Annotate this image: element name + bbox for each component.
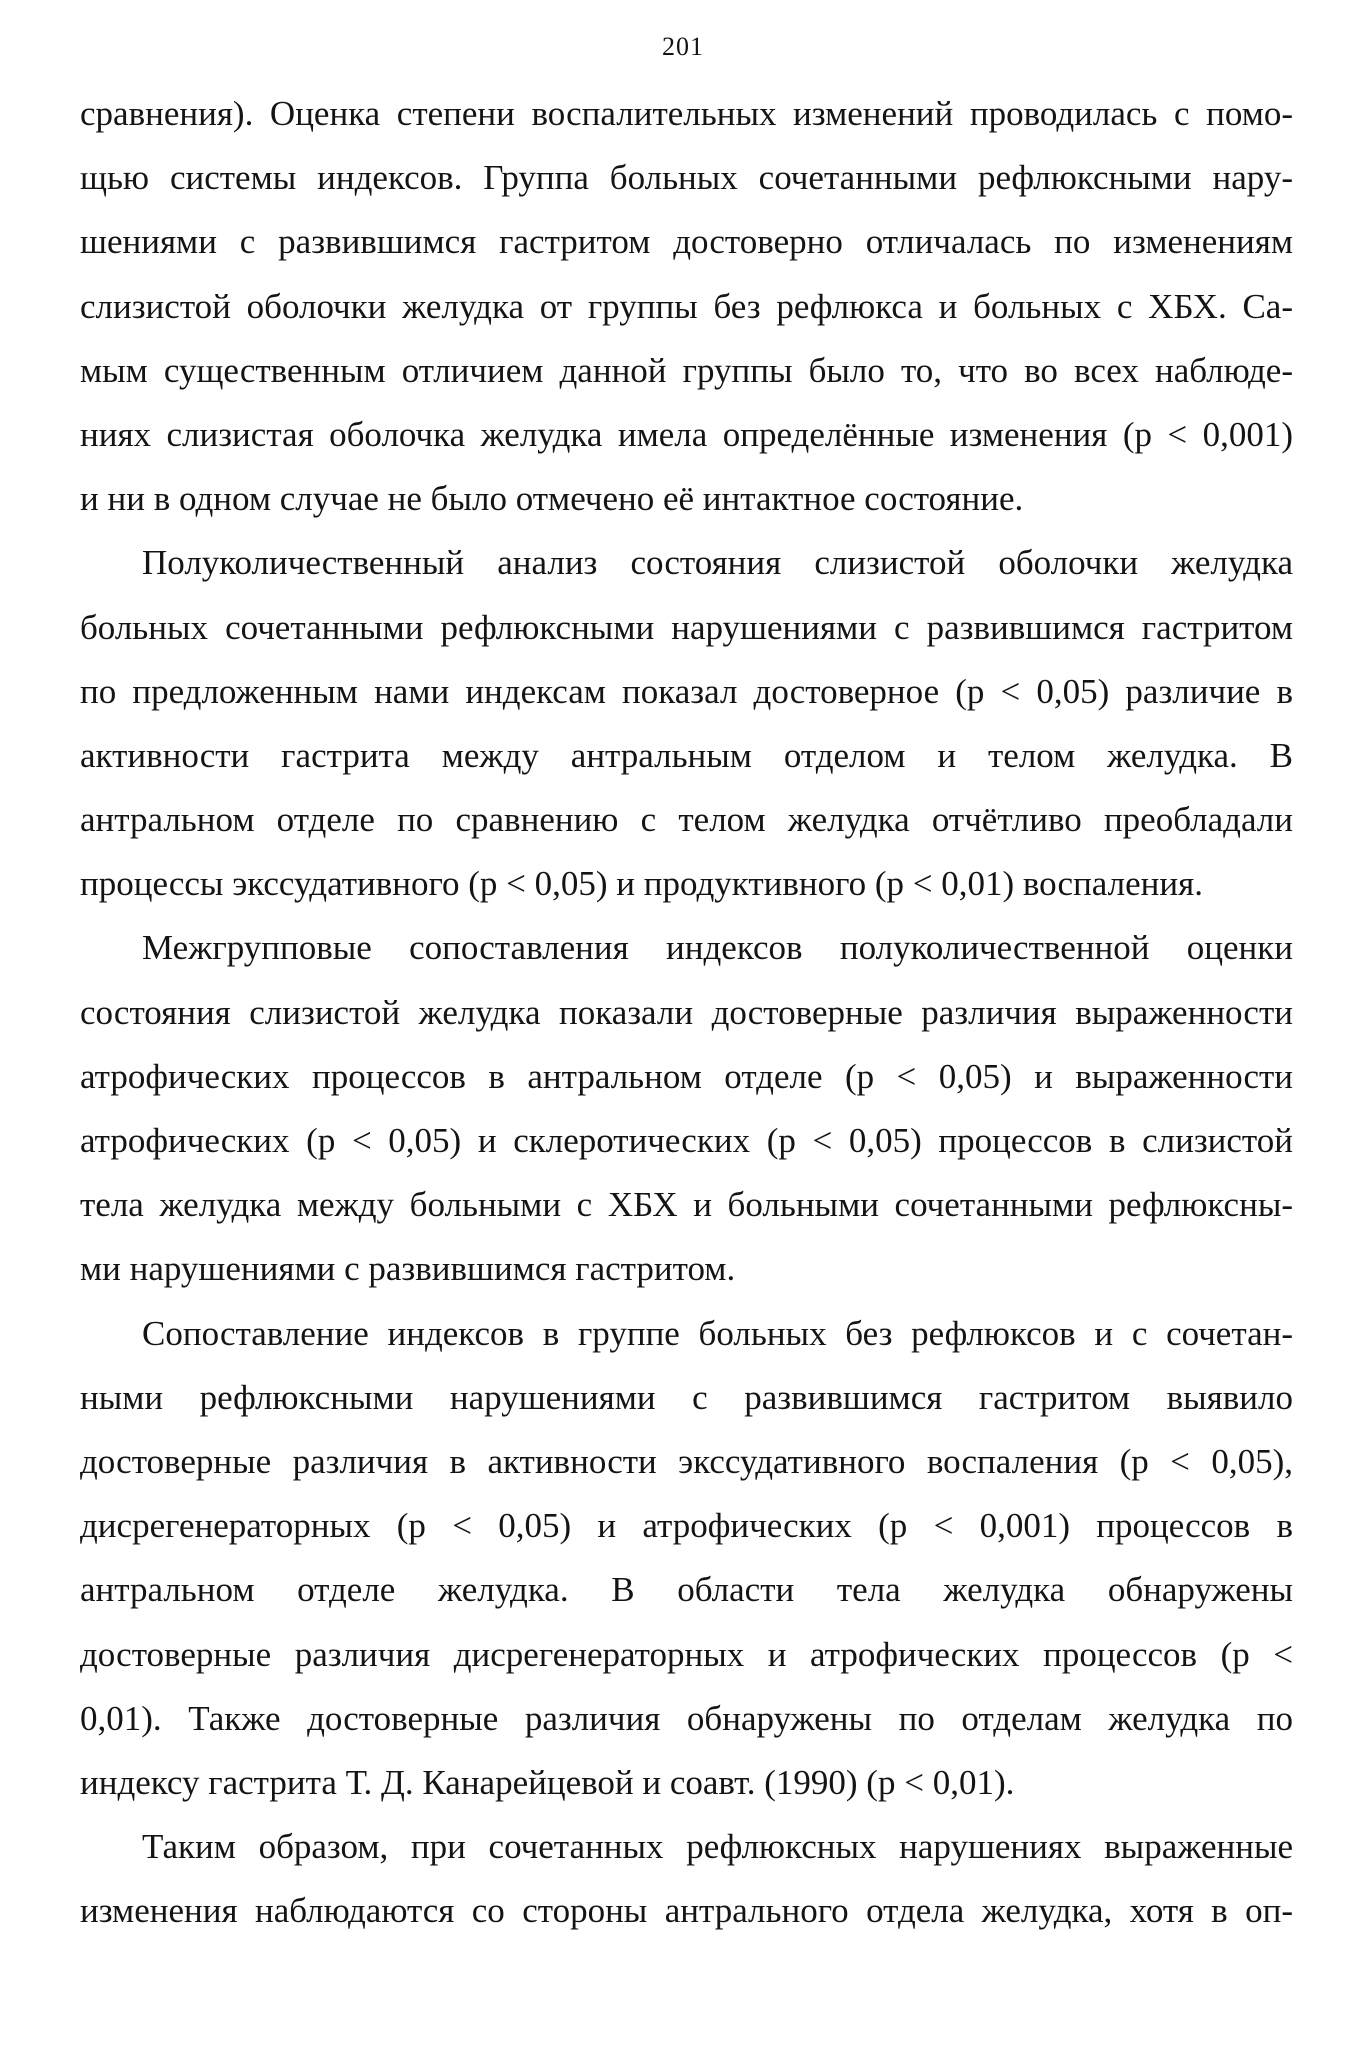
text-line: достоверные различия дисрегенераторных и атрофических процессов (р < [80, 1634, 1293, 1674]
text-line: и ни в одном случае не было отмечено её интактное состояние. [80, 479, 1024, 519]
body-text [80, 82, 1293, 1943]
text-line: сравнения). Оценка степени воспалительных изменений проводилась с помо- [80, 94, 1293, 133]
text-line: ми нарушениями с развившимся гастритом. [80, 1249, 736, 1289]
page-number: 201 [662, 32, 704, 61]
text-line: тела желудка между больными с ХБХ и больными сочетанными рефлюксны- [80, 1185, 1293, 1225]
text-line: достоверные различия в активности экссудативного воспаления (р < 0,05), [80, 1441, 1293, 1481]
text-line: состояния слизистой желудка показали достоверные различия выраженности [80, 992, 1293, 1032]
text-line: атрофических процессов в антральном отделе (р < 0,05) и выраженности [80, 1056, 1293, 1096]
text-line: по предложенным нами индексам показал достоверное (р < 0,05) различие в [80, 671, 1293, 711]
text-line: Полуколичественный анализ состояния слизистой оболочки желудка [142, 543, 1293, 583]
text-line: индексу гастрита Т. Д. Канарейцевой и соавт. (1990) (р < 0,01). [80, 1762, 1015, 1802]
text-line: ниях слизистая оболочка желудка имела определённые изменения (р < 0,001) [80, 414, 1293, 454]
text-line: 0,01). Также достоверные различия обнаружены по отделам желудка по [80, 1698, 1293, 1738]
text-line: дисрегенераторных (р < 0,05) и атрофических (р < 0,001) процессов в [80, 1506, 1293, 1546]
text-line: Сопоставление индексов в группе больных без рефлюксов и с сочетан- [142, 1313, 1293, 1353]
text-line: процессы экссудативного (р < 0,05) и продуктивного (р < 0,01) воспаления. [80, 864, 1203, 904]
text-line: шениями с развившимся гастритом достоверно отличалась по изменениям [80, 222, 1293, 262]
text-line: Межгрупповые сопоставления индексов полуколичественной оценки [142, 928, 1293, 968]
text-line: активности гастрита между антральным отделом и телом желудка. В [80, 735, 1293, 775]
text-line: слизистой оболочки желудка от группы без рефлюкса и больных с ХБХ. Са- [80, 286, 1293, 326]
text-line: антральном отделе желудка. В области тела желудка обнаружены [80, 1570, 1293, 1610]
text-line: Таким образом, при сочетанных рефлюксных нарушениях выраженные [142, 1827, 1293, 1867]
text-line: атрофических (р < 0,05) и склеротических (р < 0,05) процессов в слизистой [80, 1121, 1293, 1160]
text-line: мым существенным отличием данной группы было то, что во всех наблюде- [80, 350, 1293, 390]
text-line: ными рефлюксными нарушениями с развившимся гастритом выявило [80, 1377, 1293, 1417]
text-line: больных сочетанными рефлюксными нарушениями с развившимся гастритом [80, 607, 1293, 647]
text-line: щью системы индексов. Группа больных сочетанными рефлюксными нару- [80, 158, 1293, 198]
text-line: антральном отделе по сравнению с телом желудка отчётливо преобладали [80, 800, 1293, 840]
text-line: изменения наблюдаются со стороны антрального отдела желудка, хотя в оп- [80, 1891, 1293, 1931]
